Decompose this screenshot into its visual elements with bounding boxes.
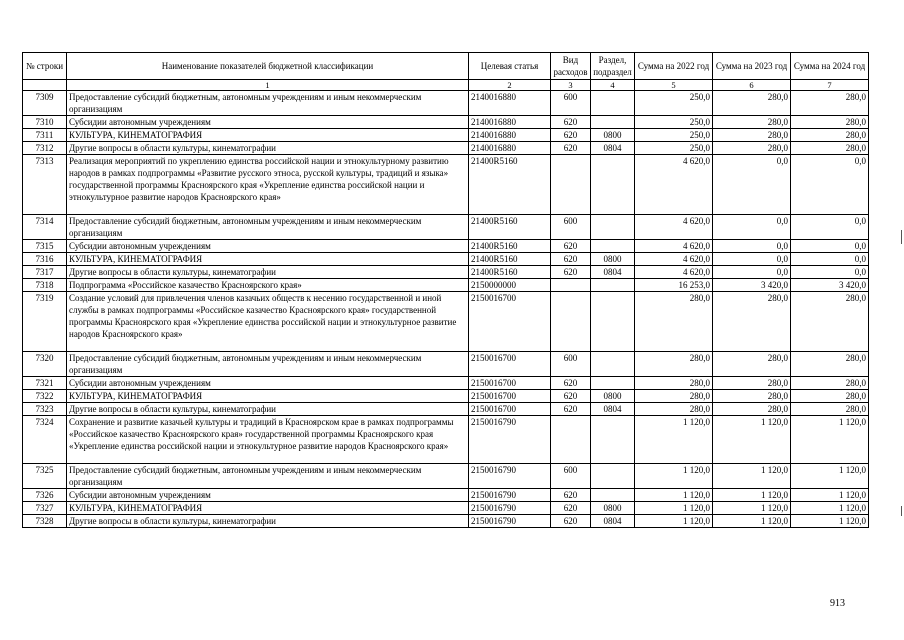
section-code-cell: [591, 116, 635, 129]
sum-2022-cell: 4 620,0: [635, 240, 713, 253]
section-code-cell: [591, 416, 635, 464]
header-target-article: Целевая статья: [469, 53, 551, 80]
row-number-cell: 7312: [23, 142, 67, 155]
sum-2024-cell: 0,0: [791, 215, 869, 240]
indicator-name-cell: Предоставление субсидий бюджетным, автономным учреждениям и иным некоммерческим организациям: [67, 215, 469, 240]
target-article-cell: 2150016700: [469, 292, 551, 352]
table-row: [23, 240, 869, 253]
table-row: [23, 266, 869, 279]
section-code-cell: 0804: [591, 142, 635, 155]
row-number-cell: 7320: [23, 352, 67, 377]
target-article-cell: 21400R5160: [469, 240, 551, 253]
expense-type-cell: 600: [551, 91, 591, 116]
expense-type-cell: 600: [551, 352, 591, 377]
row-number-cell: 7317: [23, 266, 67, 279]
indicator-name-cell: Другие вопросы в области культуры, кинематографии: [67, 142, 469, 155]
sum-2024-cell: 280,0: [791, 390, 869, 403]
column-number: [23, 80, 67, 91]
section-code-cell: [591, 155, 635, 215]
sum-2023-cell: 0,0: [713, 240, 791, 253]
table-row: [23, 403, 869, 416]
target-article-cell: 2150016790: [469, 416, 551, 464]
table-row: [23, 142, 869, 155]
target-article-cell: 2150016790: [469, 502, 551, 515]
expense-type-cell: 620: [551, 390, 591, 403]
indicator-name-cell: Предоставление субсидий бюджетным, автономным учреждениям и иным некоммерческим организациям: [67, 352, 469, 377]
row-number-cell: 7311: [23, 129, 67, 142]
indicator-name-cell: КУЛЬТУРА, КИНЕМАТОГРАФИЯ: [67, 253, 469, 266]
table-row: [23, 390, 869, 403]
sum-2022-cell: 16 253,0: [635, 279, 713, 292]
target-article-cell: 2150016790: [469, 489, 551, 502]
indicator-name-cell: Другие вопросы в области культуры, кинематографии: [67, 403, 469, 416]
target-article-cell: 2140016880: [469, 142, 551, 155]
expense-type-cell: 620: [551, 240, 591, 253]
indicator-name-cell: КУЛЬТУРА, КИНЕМАТОГРАФИЯ: [67, 129, 469, 142]
sum-2023-cell: 1 120,0: [713, 515, 791, 528]
sum-2023-cell: 280,0: [713, 352, 791, 377]
indicator-name-cell: Создание условий для привлечения членов казачьих обществ к несению государственной и иной службы в рамках подпрограммы «Российское казачество Красноярского края» государственной программы Красноярского края «Укрепление единства российской нации и этнокультурное развитие народов Красноярского края»: [67, 292, 469, 352]
column-number: 3: [551, 80, 591, 91]
row-number-cell: 7313: [23, 155, 67, 215]
expense-type-cell: 620: [551, 403, 591, 416]
section-code-cell: [591, 279, 635, 292]
sum-2024-cell: 0,0: [791, 240, 869, 253]
target-article-cell: 2150016790: [469, 515, 551, 528]
indicator-name-cell: КУЛЬТУРА, КИНЕМАТОГРАФИЯ: [67, 502, 469, 515]
row-number-cell: 7323: [23, 403, 67, 416]
expense-type-cell: 600: [551, 215, 591, 240]
table-row: [23, 416, 869, 464]
budget-table: [22, 52, 869, 528]
section-code-cell: 0800: [591, 390, 635, 403]
sum-2023-cell: 3 420,0: [713, 279, 791, 292]
target-article-cell: 2140016880: [469, 116, 551, 129]
expense-type-cell: 620: [551, 142, 591, 155]
table-row: [23, 129, 869, 142]
section-code-cell: [591, 377, 635, 390]
target-article-cell: 2150000000: [469, 279, 551, 292]
sum-2023-cell: 0,0: [713, 215, 791, 240]
table-row: [23, 515, 869, 528]
expense-type-cell: 620: [551, 129, 591, 142]
indicator-name-cell: Субсидии автономным учреждениям: [67, 116, 469, 129]
sum-2024-cell: 280,0: [791, 91, 869, 116]
header-expense-type: Вид расходов: [551, 53, 591, 80]
header-sum-2023: Сумма на 2023 год: [713, 53, 791, 80]
sum-2023-cell: 280,0: [713, 91, 791, 116]
expense-type-cell: 620: [551, 116, 591, 129]
sum-2024-cell: 1 120,0: [791, 489, 869, 502]
target-article-cell: 21400R5160: [469, 155, 551, 215]
column-number: 1: [67, 80, 469, 91]
row-number-cell: 7326: [23, 489, 67, 502]
target-article-cell: 2150016790: [469, 464, 551, 489]
column-number: 4: [591, 80, 635, 91]
table-row: [23, 155, 869, 215]
target-article-cell: 2150016700: [469, 403, 551, 416]
indicator-name-cell: Реализация мероприятий по укреплению единства российской нации и этнокультурному развитию народов в рамках подпрограммы «Развитие русского этноса, русской культуры, традиций и языка» государственной программы Красноярского края «Укрепление единства российской нации и этнокультурное развитие народов Красноярского края»: [67, 155, 469, 215]
sum-2023-cell: 1 120,0: [713, 489, 791, 502]
expense-type-cell: [551, 416, 591, 464]
sum-2023-cell: 280,0: [713, 390, 791, 403]
expense-type-cell: 620: [551, 253, 591, 266]
sum-2022-cell: 4 620,0: [635, 215, 713, 240]
header-row-number: № строки: [23, 53, 67, 80]
indicator-name-cell: КУЛЬТУРА, КИНЕМАТОГРАФИЯ: [67, 390, 469, 403]
table-row: [23, 292, 869, 352]
sum-2023-cell: 280,0: [713, 377, 791, 390]
sum-2023-cell: 280,0: [713, 142, 791, 155]
expense-type-cell: 620: [551, 266, 591, 279]
section-code-cell: 0804: [591, 515, 635, 528]
column-number: 2: [469, 80, 551, 91]
sum-2024-cell: 0,0: [791, 253, 869, 266]
column-number: 7: [791, 80, 869, 91]
indicator-name-cell: Сохранение и развитие казачьей культуры и традиций в Красноярском крае в рамках подпрограммы «Российское казачество Красноярского края» государственной программы Красноярского края «Укрепление единства российской нации и этнокультурное развитие народов Красноярского края»: [67, 416, 469, 464]
column-number-row: [23, 80, 869, 91]
indicator-name-cell: Подпрограмма «Российское казачество Красноярского края»: [67, 279, 469, 292]
page-number: 913: [830, 598, 845, 609]
sum-2022-cell: 280,0: [635, 377, 713, 390]
row-number-cell: 7322: [23, 390, 67, 403]
target-article-cell: 2140016880: [469, 91, 551, 116]
table-body: [23, 91, 869, 528]
sum-2022-cell: 250,0: [635, 116, 713, 129]
table-row: [23, 502, 869, 515]
sum-2024-cell: 280,0: [791, 116, 869, 129]
column-number: 5: [635, 80, 713, 91]
sum-2022-cell: 280,0: [635, 390, 713, 403]
expense-type-cell: 600: [551, 464, 591, 489]
table-row: [23, 377, 869, 390]
sum-2024-cell: 280,0: [791, 292, 869, 352]
expense-type-cell: 620: [551, 515, 591, 528]
sum-2023-cell: 1 120,0: [713, 502, 791, 515]
sum-2023-cell: 280,0: [713, 129, 791, 142]
sum-2024-cell: 1 120,0: [791, 515, 869, 528]
sum-2022-cell: 4 620,0: [635, 253, 713, 266]
row-number-cell: 7319: [23, 292, 67, 352]
expense-type-cell: 620: [551, 377, 591, 390]
sum-2022-cell: 4 620,0: [635, 155, 713, 215]
sum-2024-cell: 280,0: [791, 129, 869, 142]
table-row: [23, 91, 869, 116]
sum-2022-cell: 250,0: [635, 91, 713, 116]
indicator-name-cell: Субсидии автономным учреждениям: [67, 377, 469, 390]
sum-2023-cell: 1 120,0: [713, 464, 791, 489]
target-article-cell: 21400R5160: [469, 266, 551, 279]
sum-2024-cell: 280,0: [791, 142, 869, 155]
sum-2024-cell: 280,0: [791, 352, 869, 377]
sum-2022-cell: 1 120,0: [635, 515, 713, 528]
header-sum-2022: Сумма на 2022 год: [635, 53, 713, 80]
sum-2024-cell: 1 120,0: [791, 502, 869, 515]
sum-2023-cell: 0,0: [713, 253, 791, 266]
table-row: [23, 464, 869, 489]
section-code-cell: [591, 489, 635, 502]
table-row: [23, 215, 869, 240]
expense-type-cell: 620: [551, 489, 591, 502]
sum-2024-cell: 1 120,0: [791, 416, 869, 464]
indicator-name-cell: Другие вопросы в области культуры, кинематографии: [67, 266, 469, 279]
row-number-cell: 7325: [23, 464, 67, 489]
indicator-name-cell: Субсидии автономным учреждениям: [67, 489, 469, 502]
sum-2023-cell: 280,0: [713, 403, 791, 416]
sum-2024-cell: 1 120,0: [791, 464, 869, 489]
target-article-cell: 2140016880: [469, 129, 551, 142]
section-code-cell: [591, 240, 635, 253]
scan-edge-mark: [901, 230, 902, 244]
sum-2023-cell: 0,0: [713, 155, 791, 215]
row-number-cell: 7318: [23, 279, 67, 292]
sum-2022-cell: 1 120,0: [635, 416, 713, 464]
row-number-cell: 7324: [23, 416, 67, 464]
target-article-cell: 21400R5160: [469, 253, 551, 266]
target-article-cell: 2150016700: [469, 352, 551, 377]
row-number-cell: 7310: [23, 116, 67, 129]
sum-2022-cell: 280,0: [635, 352, 713, 377]
sum-2022-cell: 250,0: [635, 129, 713, 142]
indicator-name-cell: Предоставление субсидий бюджетным, автономным учреждениям и иным некоммерческим организациям: [67, 91, 469, 116]
section-code-cell: [591, 352, 635, 377]
section-code-cell: 0800: [591, 502, 635, 515]
column-number: 6: [713, 80, 791, 91]
row-number-cell: 7327: [23, 502, 67, 515]
sum-2022-cell: 4 620,0: [635, 266, 713, 279]
sum-2022-cell: 1 120,0: [635, 489, 713, 502]
row-number-cell: 7314: [23, 215, 67, 240]
sum-2024-cell: 3 420,0: [791, 279, 869, 292]
section-code-cell: [591, 215, 635, 240]
target-article-cell: 2150016700: [469, 377, 551, 390]
section-code-cell: 0800: [591, 253, 635, 266]
section-code-cell: 0804: [591, 403, 635, 416]
section-code-cell: [591, 91, 635, 116]
header-indicator-name: Наименование показателей бюджетной классификации: [67, 53, 469, 80]
table-row: [23, 116, 869, 129]
expense-type-cell: [551, 155, 591, 215]
sum-2024-cell: 280,0: [791, 377, 869, 390]
sum-2022-cell: 280,0: [635, 292, 713, 352]
header-sum-2024: Сумма на 2024 год: [791, 53, 869, 80]
indicator-name-cell: Субсидии автономным учреждениям: [67, 240, 469, 253]
indicator-name-cell: Предоставление субсидий бюджетным, автономным учреждениям и иным некоммерческим организациям: [67, 464, 469, 489]
sum-2022-cell: 1 120,0: [635, 464, 713, 489]
section-code-cell: [591, 464, 635, 489]
target-article-cell: 2150016700: [469, 390, 551, 403]
scan-edge-mark: [901, 506, 902, 516]
expense-type-cell: [551, 292, 591, 352]
table-row: [23, 352, 869, 377]
table-row: [23, 489, 869, 502]
budget-table-sheet: [22, 52, 870, 528]
sum-2022-cell: 280,0: [635, 403, 713, 416]
target-article-cell: 21400R5160: [469, 215, 551, 240]
expense-type-cell: 620: [551, 502, 591, 515]
sum-2023-cell: 0,0: [713, 266, 791, 279]
section-code-cell: 0804: [591, 266, 635, 279]
table-row: [23, 279, 869, 292]
section-code-cell: 0800: [591, 129, 635, 142]
indicator-name-cell: Другие вопросы в области культуры, кинематографии: [67, 515, 469, 528]
row-number-cell: 7316: [23, 253, 67, 266]
sum-2024-cell: 280,0: [791, 403, 869, 416]
sum-2022-cell: 250,0: [635, 142, 713, 155]
sum-2022-cell: 1 120,0: [635, 502, 713, 515]
sum-2023-cell: 280,0: [713, 116, 791, 129]
header-section: Раздел, подраздел: [591, 53, 635, 80]
sum-2023-cell: 1 120,0: [713, 416, 791, 464]
expense-type-cell: [551, 279, 591, 292]
row-number-cell: 7328: [23, 515, 67, 528]
table-row: [23, 253, 869, 266]
sum-2023-cell: 280,0: [713, 292, 791, 352]
sum-2024-cell: 0,0: [791, 266, 869, 279]
row-number-cell: 7309: [23, 91, 67, 116]
row-number-cell: 7321: [23, 377, 67, 390]
section-code-cell: [591, 292, 635, 352]
row-number-cell: 7315: [23, 240, 67, 253]
sum-2024-cell: 0,0: [791, 155, 869, 215]
